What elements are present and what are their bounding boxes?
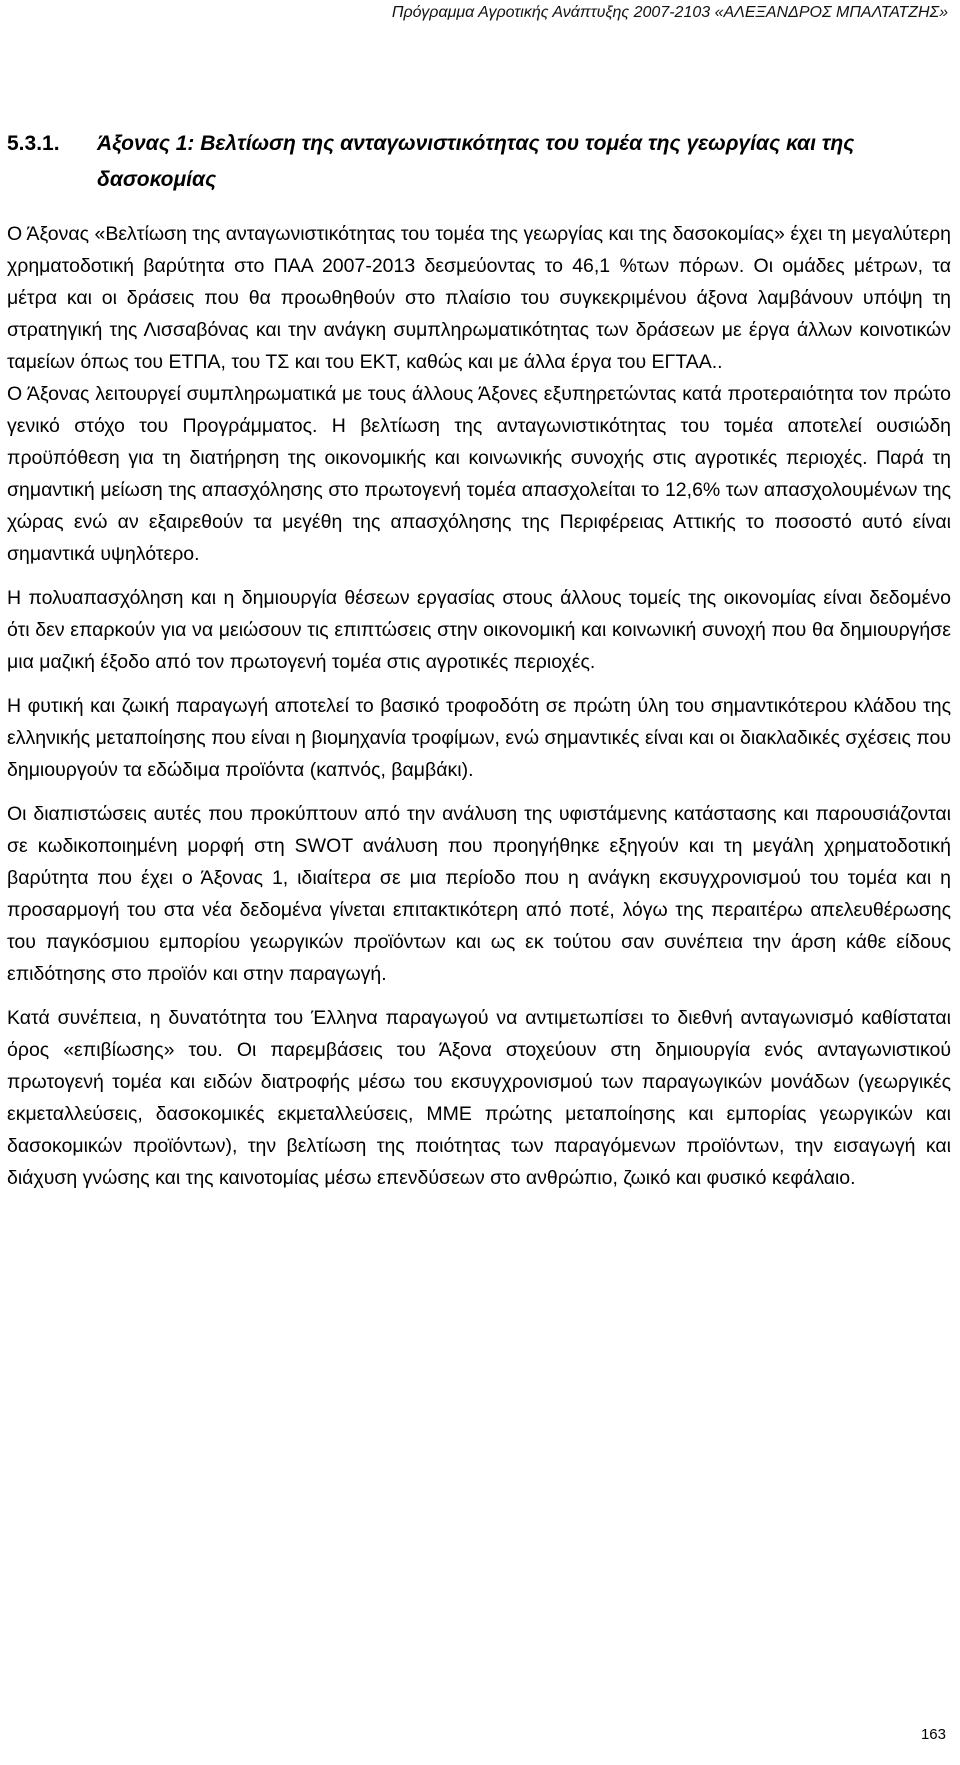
paragraph: Οι διαπιστώσεις αυτές που προκύπτουν από την ανάλυση της υφιστάμενης κατάστασης και παρουσιάζονται σε κωδικοποιημένη μορφή στη SWOT ανάλυση που προηγήθηκε εξηγούν και τη μεγάλη χρηματοδοτική βαρύτητα που έχει ο Άξονας 1, ιδιαίτερα σε μια περίοδο που η ανάγκη εκσυγχρονισμού του τομέα και η προσαρμογή του στα νέα δεδομένα γίνεται επιτακτικότερη από ποτέ, λόγω της περαιτέρω απελευθέρωσης του παγκόσμιου εμπορίου γεωργικών προϊόντων και ως εκ τούτου σαν συνέπεια την άρση κάθε είδους επιδότησης στο προϊόν και στην παραγωγή.: [7, 803, 951, 985]
running-header: Πρόγραμμα Αγροτικής Ανάπτυξης 2007-2103 «ΑΛΕΞΑΝΔΡΟΣ ΜΠΑΛΤΑΤΖΗΣ»: [391, 4, 948, 21]
paragraph: Η πολυαπασχόληση και η δημιουργία θέσεων εργασίας στους άλλους τομείς της οικονομίας είναι δεδομένο ότι δεν επαρκούν για να μειώσουν τις επιπτώσεις στην οικονομική και κοινωνική συνοχή που θα δημιουργήσε μια μαζική έξοδο από τον πρωτογενή τομέα στις αγροτικές περιοχές.: [7, 587, 951, 673]
section-number: 5.3.1.: [7, 132, 60, 155]
section-title: Άξονας 1: Βελτίωση της ανταγωνιστικότητας του τομέα της γεωργίας και της δασοκομίας: [97, 132, 855, 191]
paragraph: Ο Άξονας λειτουργεί συμπληρωματικά με τους άλλους Άξονες εξυπηρετώντας κατά προτεραιότητα τον πρώτο γενικό στόχο του Προγράμματος. Η βελτίωση της ανταγωνιστικότητας του τομέα αποτελεί ουσιώδη προϋπόθεση για τη διατήρηση της οικονομικής και κοινωνικής συνοχής στις αγροτικές περιοχές. Παρά τη σημαντική μείωση της απασχόλησης στο πρωτογενή τομέα απασχολείται το 12,6% των απασχολουμένων της χώρας ενώ αν εξαιρεθούν τα μεγέθη της απασχόλησης της Περιφέρειας Αττικής το ποσοστό αυτό είναι σημαντικά υψηλότερο.: [7, 383, 951, 565]
section-heading: [7, 126, 951, 198]
paragraph: Ο Άξονας «Βελτίωση της ανταγωνιστικότητας του τομέα της γεωργίας και της δασοκομίας» έχει τη μεγαλύτερη χρηματοδοτική βαρύτητα στο ΠΑΑ 2007-2013 δεσμεύοντας το 46,1 %των πόρων. Οι ομάδες μέτρων, τα μέτρα και οι δράσεις που θα προωθηθούν στο πλαίσιο του συγκεκριμένου άξονα λαμβάνουν υπόψη τη στρατηγική της Λισσαβόνας και την ανάγκη συμπληρωματικότητας των δράσεων με έργα άλλων κοινοτικών ταμείων όπως του ΕΤΠΑ, του ΤΣ και του ΕΚΤ, καθώς και με άλλα έργα του ΕΓΤΑΑ..: [7, 223, 951, 373]
body-text: [7, 218, 951, 1194]
paragraph: Η φυτική και ζωική παραγωγή αποτελεί το βασικό τροφοδότη σε πρώτη ύλη του σημαντικότερου κλάδου της ελληνικής μεταποίησης που είναι η βιομηχανία τροφίμων, ενώ σημαντικές είναι και οι διακλαδικές σχέσεις που δημιουργούν τα εδώδιμα προϊόντα (καπνός, βαμβάκι).: [7, 695, 951, 781]
page-number: 163: [920, 1726, 946, 1743]
paragraph: Κατά συνέπεια, η δυνατότητα του Έλληνα παραγωγού να αντιμετωπίσει το διεθνή ανταγωνισμό καθίσταται όρος «επιβίωσης» του. Οι παρεμβάσεις του Άξονα στοχεύουν στη δημιουργία ενός ανταγωνιστικού πρωτογενή τομέα και ειδών διατροφής μέσω του εκσυγχρονισμού των παραγωγικών μονάδων (γεωργικές εκμεταλλεύσεις, δασοκομικές εκμεταλλεύσεις, ΜΜΕ πρώτης μεταποίησης και εμπορίας γεωργικών και δασοκομικών προϊόντων), την βελτίωση της ποιότητας των παραγόμενων προϊόντων, την εισαγωγή και διάχυση γνώσης και της καινοτομίας μέσω επενδύσεων στο ανθρώπιο, ζωικό και φυσικό κεφάλαιο.: [7, 1007, 951, 1189]
